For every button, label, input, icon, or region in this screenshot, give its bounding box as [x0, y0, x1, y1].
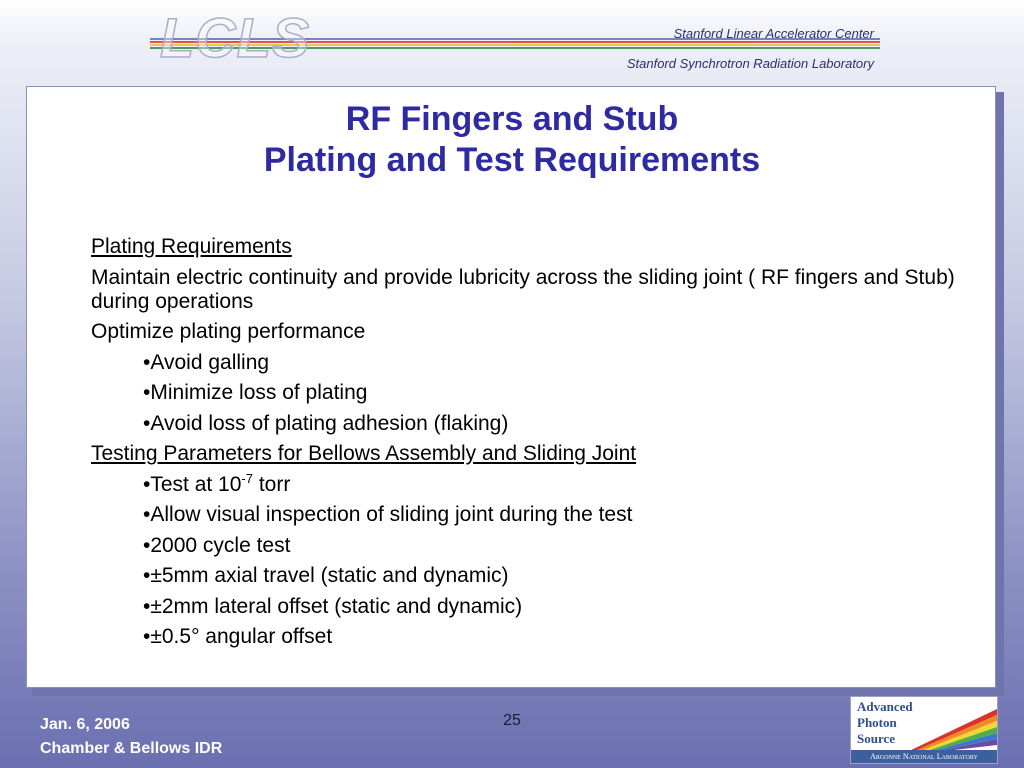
- title-line-2: Plating and Test Requirements: [263, 141, 761, 179]
- plating-bullet: •Avoid loss of plating adhesion (flaking): [143, 411, 509, 435]
- lab-name-ssrl: Stanford Synchrotron Radiation Laboratory: [626, 56, 874, 71]
- testing-bullet: •±5mm axial travel (static and dynamic): [143, 564, 509, 587]
- slide-content-box: [26, 86, 996, 688]
- slide-title: [27, 99, 997, 181]
- testing-bullet: •2000 cycle test: [143, 533, 291, 557]
- lcls-logo: LCLS: [160, 6, 311, 69]
- footer-event: Chamber & Bellows IDR: [40, 740, 223, 757]
- aps-line-3: Source: [857, 731, 896, 746]
- plating-intro: Maintain electric continuity and provide lubricity across the sliding joint ( RF fingers and Stub) during operations: [91, 265, 955, 313]
- title-line-1: RF Fingers and Stub: [345, 100, 679, 138]
- page-number: 25: [503, 712, 521, 729]
- aps-line-2: Photon: [857, 715, 897, 730]
- testing-bullet-pressure: [91, 470, 971, 497]
- plating-requirements-heading: Plating Requirements: [91, 235, 292, 258]
- test-at-suffix: torr: [252, 472, 291, 496]
- plating-bullet: •Avoid galling: [143, 350, 270, 374]
- footer-date: Jan. 6, 2006: [40, 716, 130, 733]
- aps-line-1: Advanced: [857, 699, 913, 714]
- test-at-exponent: -7: [241, 470, 253, 486]
- testing-bullet: •Allow visual inspection of sliding joint during the test: [143, 503, 633, 526]
- optimize-plating-line: Optimize plating performance: [91, 320, 366, 343]
- slide-header: [0, 0, 1024, 84]
- testing-bullet: •±0.5° angular offset: [143, 625, 333, 648]
- aps-logo: [850, 696, 998, 764]
- testing-parameters-heading: Testing Parameters for Bellows Assembly and Sliding Joint: [91, 442, 637, 465]
- aps-name: [857, 699, 913, 747]
- rainbow-graphic: [909, 701, 997, 751]
- argonne-bar: Argonne National Laboratory: [851, 750, 997, 763]
- test-at-prefix: •Test at 10: [143, 472, 242, 496]
- slide-body: [91, 235, 971, 656]
- lab-name-slac: Stanford Linear Accelerator Center: [673, 26, 874, 41]
- testing-bullet: •±2mm lateral offset (static and dynamic): [143, 594, 523, 618]
- plating-bullet: •Minimize loss of plating: [143, 381, 368, 404]
